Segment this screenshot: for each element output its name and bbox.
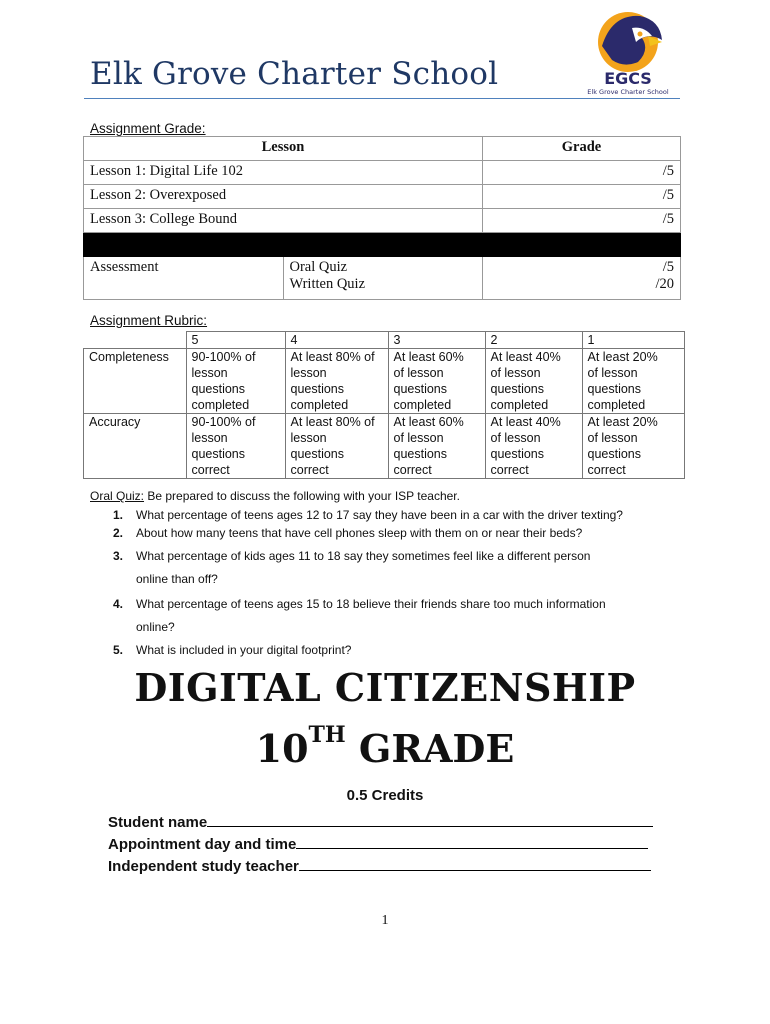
school-title: Elk Grove Charter School xyxy=(90,56,499,92)
question-number: 5. xyxy=(113,643,124,657)
criterion-label: Completeness xyxy=(84,349,187,414)
appointment-line xyxy=(108,834,648,853)
oral-quiz-grade: /5 xyxy=(662,259,674,275)
rubric-row-completeness xyxy=(84,349,685,414)
rubric-cell: At least 40% of lesson questions correct xyxy=(485,414,582,479)
score-3: 3 xyxy=(388,332,485,349)
lesson-name: Lesson 1: Digital Life 102 xyxy=(84,161,483,185)
student-name-label: Student name xyxy=(108,814,208,831)
page-number: 1 xyxy=(381,913,389,928)
score-5: 5 xyxy=(186,332,285,349)
table-row xyxy=(84,209,681,233)
grade-suffix: TH xyxy=(308,722,346,748)
grade-number: 10 xyxy=(255,726,309,771)
lesson-grade: /5 xyxy=(483,209,681,233)
question-text: What percentage of teens ages 12 to 17 say they have been in a car with the driver texting? xyxy=(136,508,623,522)
appointment-label: Appointment day and time xyxy=(108,836,297,853)
written-quiz-item: Written Quiz xyxy=(289,276,366,292)
rubric-cell: 90-100% of lesson questions completed xyxy=(186,349,285,414)
logo-subtext: Elk Grove Charter School xyxy=(587,88,669,96)
oral-quiz-intro xyxy=(90,489,460,503)
score-4: 4 xyxy=(285,332,388,349)
teacher-label: Independent study teacher xyxy=(108,858,299,875)
grade-word: GRADE xyxy=(345,726,515,771)
rubric-row-accuracy xyxy=(84,414,685,479)
oral-quiz-intro-text: Be prepared to discuss the following with your ISP teacher. xyxy=(144,489,460,503)
question-number: 3. xyxy=(113,549,124,563)
lesson-name: Lesson 3: College Bound xyxy=(84,209,483,233)
assessment-items xyxy=(283,257,483,300)
question-number: 1. xyxy=(113,508,124,522)
oral-quiz-item: Oral Quiz xyxy=(289,259,348,275)
oral-quiz-label: Oral Quiz: xyxy=(90,489,145,503)
question-text-cont: online than off? xyxy=(136,572,218,586)
rubric-cell: At least 60% of lesson questions completed xyxy=(388,349,485,414)
assignment-grade-table xyxy=(83,136,681,300)
rubric-cell: 90-100% of lesson questions correct xyxy=(186,414,285,479)
question-text: What percentage of teens ages 15 to 18 believe their friends share too much information xyxy=(136,597,606,611)
rubric-cell: At least 60% of lesson questions correct xyxy=(388,414,485,479)
assessment-grades xyxy=(483,257,681,300)
score-2: 2 xyxy=(485,332,582,349)
logo-text: EGCS xyxy=(604,69,652,88)
title-rule xyxy=(84,98,680,99)
rubric-table xyxy=(83,331,685,479)
rubric-cell: At least 40% of lesson questions completed xyxy=(485,349,582,414)
teacher-field[interactable] xyxy=(299,856,651,871)
divider-row xyxy=(84,233,681,257)
rubric-cell: At least 20% of lesson questions completed xyxy=(582,349,685,414)
student-name-field[interactable] xyxy=(207,812,653,827)
question-text: About how many teens that have cell phones sleep with them on or near their beds? xyxy=(136,526,583,540)
question-text-cont: online? xyxy=(136,620,175,634)
rubric-score-row xyxy=(84,332,685,349)
question-number: 4. xyxy=(113,597,124,611)
rubric-cell: At least 20% of lesson questions correct xyxy=(582,414,685,479)
score-1: 1 xyxy=(582,332,685,349)
lesson-grade: /5 xyxy=(483,185,681,209)
criterion-label: Accuracy xyxy=(84,414,187,479)
assessment-label: Assessment xyxy=(84,257,284,300)
rubric-cell: At least 80% of lesson questions correct xyxy=(285,414,388,479)
assignment-rubric-label: Assignment Rubric: xyxy=(90,313,208,328)
lesson-grade: /5 xyxy=(483,161,681,185)
assessment-row xyxy=(84,257,681,300)
table-row xyxy=(84,161,681,185)
rubric-cell: At least 80% of lesson questions completed xyxy=(285,349,388,414)
question-text: What percentage of kids ages 11 to 18 say they sometimes feel like a different person xyxy=(136,549,591,563)
course-title: DIGITAL CITIZENSHIP xyxy=(134,665,636,710)
appointment-field[interactable] xyxy=(296,834,648,849)
table-row xyxy=(84,185,681,209)
grade-title xyxy=(0,722,770,771)
question-number: 2. xyxy=(113,526,124,540)
written-quiz-grade: /20 xyxy=(655,276,674,292)
school-logo xyxy=(582,6,674,98)
credits: 0.5 Credits xyxy=(346,787,424,804)
question-text: What is included in your digital footprint? xyxy=(136,643,352,657)
student-name-line xyxy=(108,812,653,831)
teacher-line xyxy=(108,856,651,875)
lesson-header: Lesson xyxy=(84,137,483,161)
assignment-grade-label: Assignment Grade: xyxy=(90,121,206,136)
grade-header: Grade xyxy=(483,137,681,161)
lesson-name: Lesson 2: Overexposed xyxy=(84,185,483,209)
